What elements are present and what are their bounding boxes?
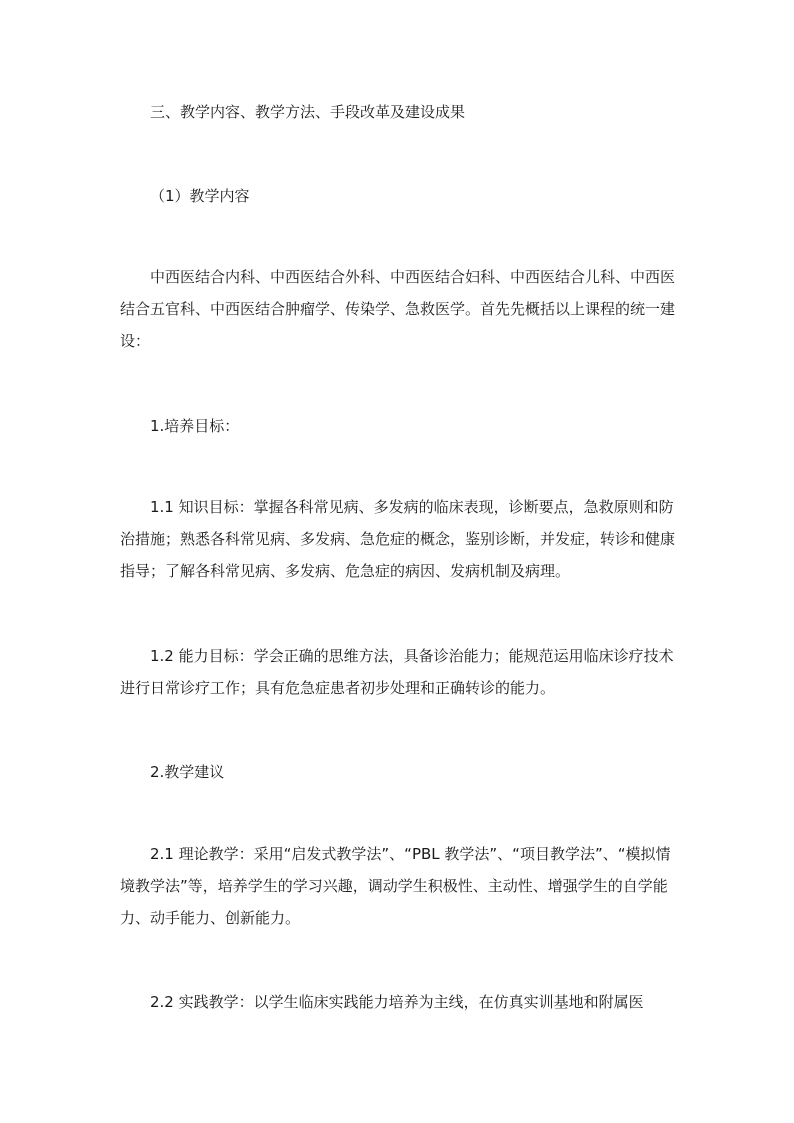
teaching-suggestion-heading: 2.教学建议 [150,763,225,781]
intro-paragraph: 中西医结合内科、中西医结合外科、中西医结合妇科、中西医结合儿科、中西医结合五官科、中西医结合肿瘤学、传染学、急救医学。首先先概括以上课程的统一建设： [120,268,676,350]
ability-goal-paragraph: 1.2 能力目标：学会正确的思维方法，具备诊治能力；能规范运用临床诊疗技术进行日常诊疗工作；具有危急症患者初步处理和正确转诊的能力。 [120,647,674,697]
section-heading: 三、教学内容、教学方法、手段改革及建设成果 [150,103,466,121]
subheading-teaching-content: （1）教学内容 [150,187,250,205]
goal-heading: 1.培养目标： [150,417,240,435]
practice-teaching-paragraph: 2.2 实践教学：以学生临床实践能力培养为主线，在仿真实训基地和附属医 [150,993,644,1011]
knowledge-goal-paragraph: 1.1 知识目标：掌握各科常见病、多发病的临床表现，诊断要点，急救原则和防治措施；熟悉各科常见病、多发病、急危症的概念，鉴别诊断，并发症，转诊和健康指导；了解各科常见病、多发病、危急症的病因、发病机制及病理。 [120,498,676,580]
theory-teaching-paragraph: 2.1 理论教学：采用“启发式教学法”、“PBL 教学法”、“项目教学法”、“模拟情境教学法”等，培养学生的学习兴趣，调动学生积极性、主动性、增强学生的自学能力、动手能力、创新能力。 [120,845,671,927]
